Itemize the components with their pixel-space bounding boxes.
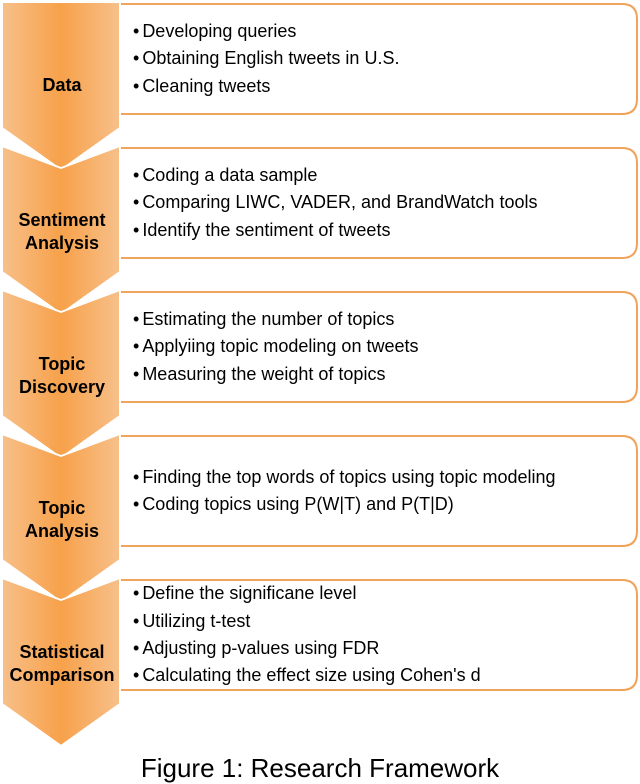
stage-content-topic-discovery bbox=[121, 292, 636, 402]
stage-content-data bbox=[121, 4, 636, 114]
stage-label-line: Analysis bbox=[24, 233, 100, 253]
stage-label-line: Data bbox=[42, 74, 82, 95]
stage-label-statistical-comparison bbox=[2, 641, 122, 687]
stage-label-line: Topic bbox=[38, 354, 86, 374]
stage-content-statistical-comparison bbox=[121, 580, 636, 690]
bullet-item: • Applyiing topic modeling on tweets bbox=[133, 333, 636, 360]
stage-label-topic-analysis bbox=[2, 497, 122, 543]
bullet-list bbox=[121, 580, 636, 690]
stage-content-topic-analysis bbox=[121, 436, 636, 546]
stage-label-line: Discovery bbox=[18, 377, 106, 397]
bullet-list bbox=[121, 464, 636, 519]
stage-label-line: Analysis bbox=[24, 521, 100, 541]
bullet-item: • Estimating the number of topics bbox=[133, 306, 636, 333]
bullet-item: • Coding a data sample bbox=[133, 162, 636, 189]
bullet-item: • Calculating the effect size using Cohen's d bbox=[133, 662, 636, 689]
bullet-item: • Define the significane level bbox=[133, 580, 636, 607]
stage-label-sentiment-analysis bbox=[2, 209, 122, 255]
bullet-item: • Obtaining English tweets in U.S. bbox=[133, 45, 636, 72]
bullet-item: • Utilizing t-test bbox=[133, 608, 636, 635]
stage-content-sentiment-analysis bbox=[121, 148, 636, 258]
bullet-item: • Identify the sentiment of tweets bbox=[133, 217, 636, 244]
bullet-item: • Developing queries bbox=[133, 18, 636, 45]
bullet-item: • Comparing LIWC, VADER, and BrandWatch tools bbox=[133, 189, 636, 216]
stage-label-line: Comparison bbox=[9, 665, 115, 685]
figure-caption: Figure 1: Research Framework bbox=[140, 753, 500, 783]
bullet-item: • Adjusting p-values using FDR bbox=[133, 635, 636, 662]
bullet-list bbox=[121, 162, 636, 244]
bullet-list bbox=[121, 306, 636, 388]
stage-label-line: Topic bbox=[38, 498, 86, 518]
bullet-list bbox=[121, 18, 636, 100]
stage-label-line: Sentiment bbox=[18, 210, 106, 230]
bullet-item: • Measuring the weight of topics bbox=[133, 361, 636, 388]
bullet-item: • Coding topics using P(W|T) and P(T|D) bbox=[133, 491, 636, 518]
bullet-item: • Finding the top words of topics using topic modeling bbox=[133, 464, 636, 491]
stage-label-data bbox=[2, 74, 122, 97]
stage-label-topic-discovery bbox=[2, 353, 122, 399]
bullet-item: • Cleaning tweets bbox=[133, 73, 636, 100]
stage-label-line: Statistical bbox=[19, 642, 105, 662]
